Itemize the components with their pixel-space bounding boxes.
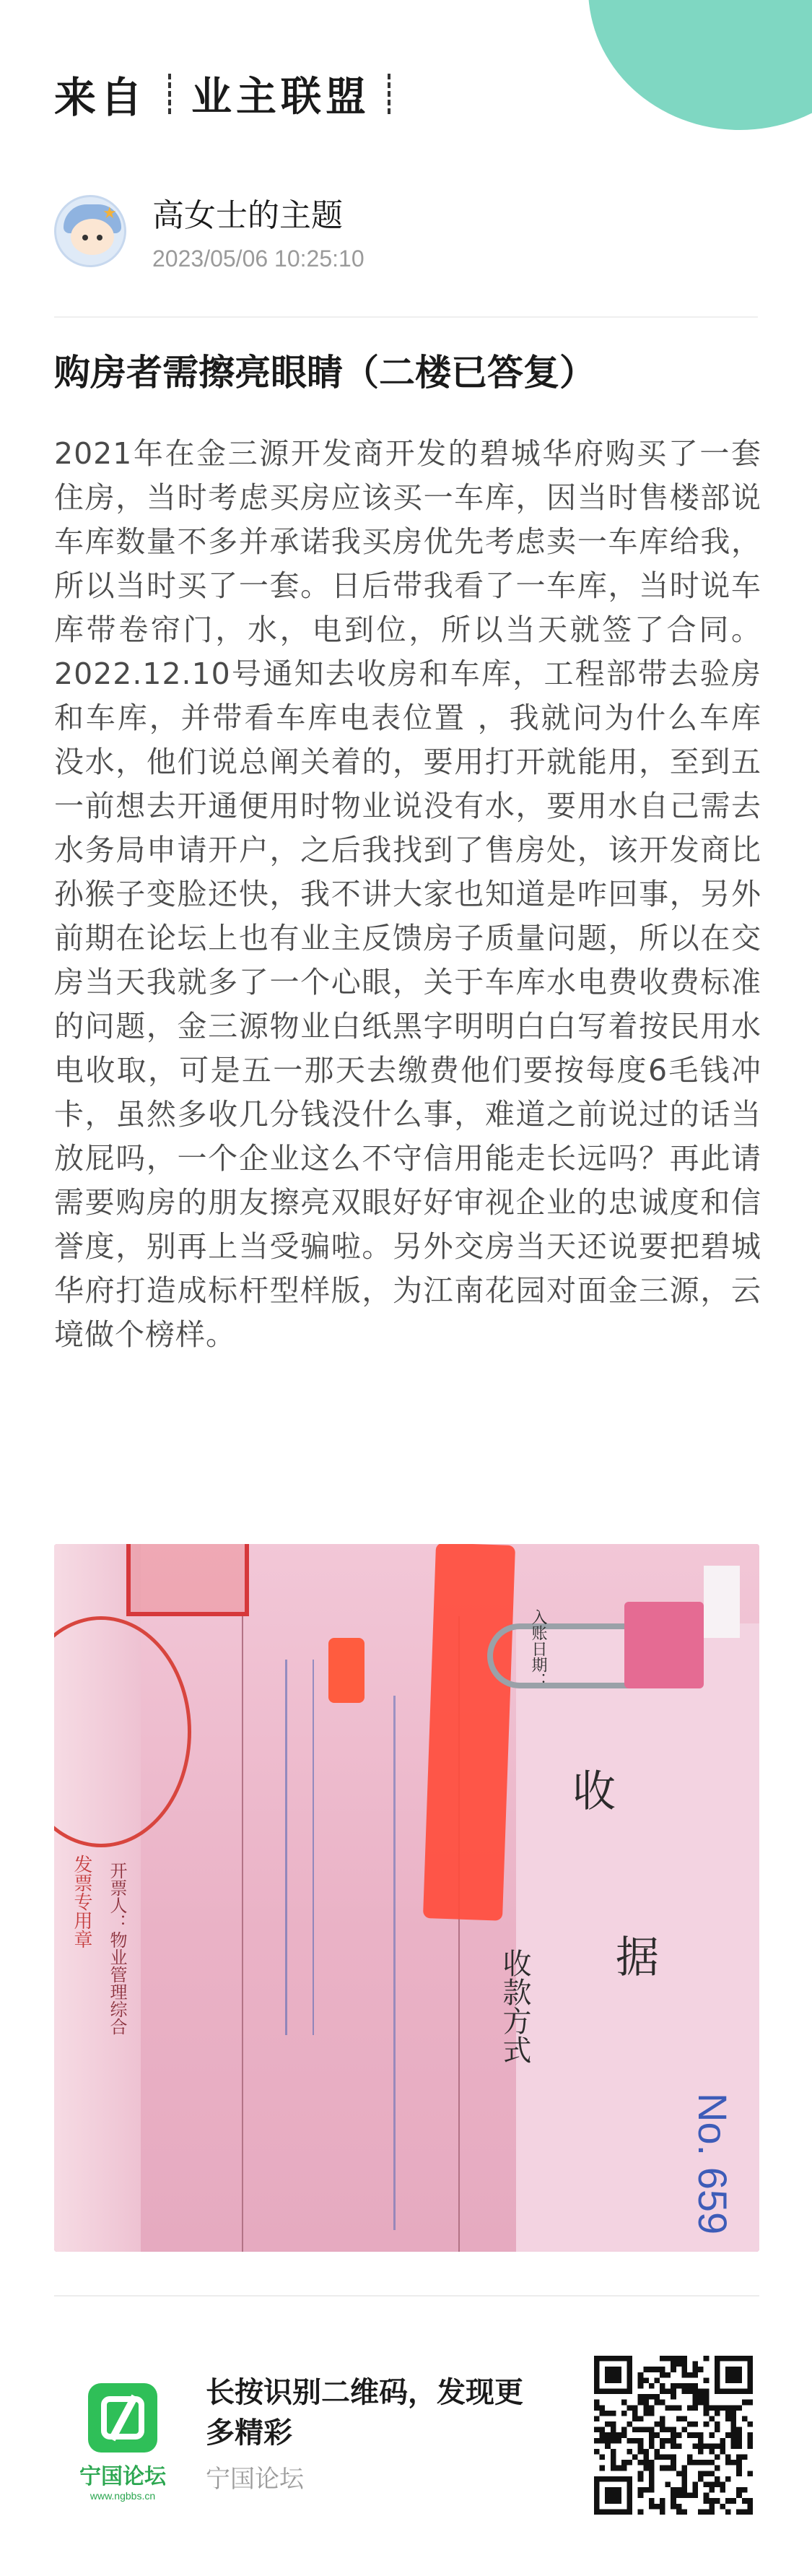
- qr-code-icon: [594, 2356, 753, 2515]
- forum-logo-icon: [88, 2383, 157, 2453]
- qr-cta-text: 长按识别二维码，发现更多精彩: [206, 2376, 523, 2450]
- author-block[interactable]: [54, 189, 364, 272]
- post-body: 2021年在金三源开发商开发的碧城华府购买了一套住房，当时考虑买房应该买一车库，因当时售楼部说车库数量不多并承诺我买房优先考虑卖一车库给我，所以当时买了一套。日后带我看了一车库，当时说车库带卷帘门，水，电到位，所以当天就签了合同。2022.12.10号通知去收房和车库，工程部带去验房和车库，并带看车库电表位置 ，我就问为什么车库没水，他们说总阐关着的，要用打开就能用，至到五一前想去开通便用时物业说没有水，要用水自己需去水务局申请开户，之后我找到了售房处，该开发商比孙猴子变脸还快，我不讲大家也知道是咋回事，另外前期在论坛上也有业主反馈房子质量问题，所以在交房当天我就多了一个心眼，关于车库水电费收费标准的问题，金三源物业白纸黑字明明白白写着按民用水电收取，可是五一那天去缴费他们要按每度6毛钱冲卡，虽然多收几分钱没什么事，难道之前说过的话当放屁吗，一个企业这么不守信用能走长远吗？再此请需要购房的朋友擦亮双眼好好审视企业的忠诚度和信誉度，别再上当受骗啦。另外交房当天还说要把碧城华府打造成标杆型样版，为江南花园对面金三源，云境做个榜样。: [54, 436, 761, 1352]
- post-timestamp: 2023/05/06 10:25:10: [152, 246, 364, 272]
- redaction-mark: [328, 1638, 364, 1703]
- receipt-payment-method: 收款方式: [498, 1948, 531, 2064]
- seal-text: 发票专用章: [71, 1855, 92, 1948]
- logo-url: www.ngbbs.cn: [90, 2490, 156, 2502]
- qr-site-name: 宁国论坛: [206, 2465, 304, 2494]
- receipt-date-label: 入账日期：: [529, 1609, 547, 1688]
- receipt-photo[interactable]: [54, 1544, 759, 2252]
- handwriting-mark: [285, 1660, 314, 2035]
- board-name-link[interactable]: 业主联盟: [191, 74, 371, 121]
- qr-cta: [206, 2372, 545, 2494]
- receipt-issuer: 开票人：物业管理综合: [107, 1862, 127, 2035]
- avatar[interactable]: [54, 195, 126, 267]
- qr-code[interactable]: [594, 2356, 753, 2515]
- header-divider: [168, 74, 171, 114]
- header-divider-line: [54, 316, 758, 318]
- from-label: 来自: [54, 73, 147, 122]
- avatar-face: [71, 219, 114, 255]
- author-name[interactable]: 高女士的主题: [152, 197, 343, 234]
- binder-clip-wire: [487, 1623, 639, 1688]
- avatar-eye-left: [82, 235, 88, 240]
- binder-clip: [624, 1602, 704, 1688]
- handwriting-mark: [393, 1696, 415, 2230]
- page-header: [54, 64, 390, 124]
- post-title: 购房者需擦亮眼睛（二楼已答复）: [54, 352, 595, 394]
- receipt-rule-line: [242, 1616, 243, 2252]
- receipt-title: 收: [565, 1768, 616, 1811]
- logo-name: 宁国论坛: [79, 2464, 166, 2489]
- forum-logo: [69, 2383, 177, 2502]
- red-stamp: [126, 1544, 249, 1616]
- receipt-number: No. 659: [690, 2093, 735, 2235]
- paper-tab: [704, 1566, 740, 1638]
- footer-divider: [54, 2295, 759, 2297]
- star-icon: ★: [102, 204, 117, 222]
- redaction-mark: [423, 1544, 515, 1921]
- receipt-title-2: 据: [608, 1934, 659, 1977]
- header-divider-end: [388, 74, 390, 114]
- author-info: [152, 189, 364, 272]
- avatar-eye-right: [97, 235, 102, 240]
- decorative-corner-blob: [588, 0, 812, 130]
